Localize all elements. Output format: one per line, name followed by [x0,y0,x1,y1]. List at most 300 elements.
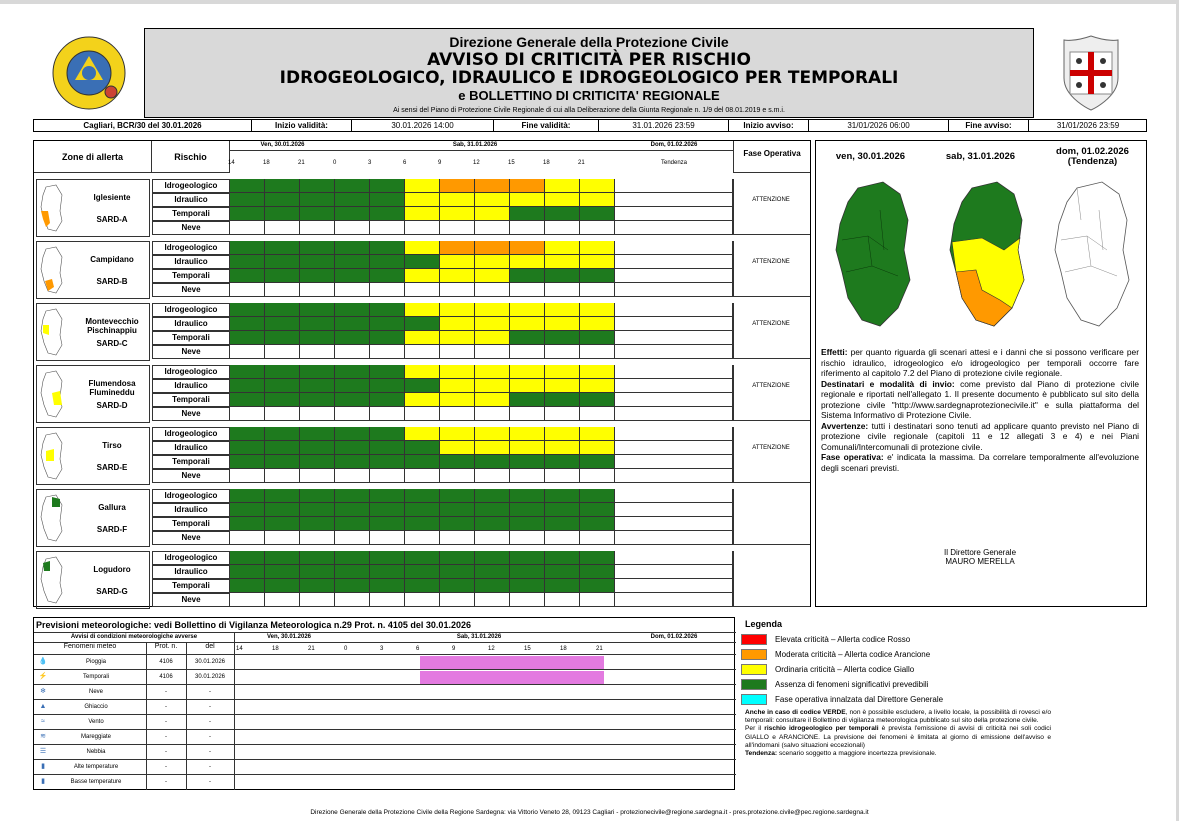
tendency-cell [615,441,733,455]
criticality-cell [405,303,440,317]
time-tick: 18 [543,160,550,166]
criticality-cell [370,593,405,607]
criticality-cell [510,241,545,255]
criticality-cell [300,531,335,545]
meteo-time-tick: 0 [344,646,348,652]
risk-label: Idraulico [152,441,230,455]
org-title: Direzione Generale della Protezione Civile [449,34,729,50]
criticality-cell [405,379,440,393]
legend-notes [745,709,1051,758]
zone-code: SARD-D [96,401,128,410]
criticality-cell [405,393,440,407]
criticality-cell [580,517,615,531]
criticality-cell [230,365,265,379]
criticality-cell [580,193,615,207]
zone-code: SARD-B [96,277,128,286]
criticality-cell [545,345,580,359]
map-day1 [828,180,918,330]
criticality-cell [545,221,580,235]
legend-title: Legenda [745,619,783,629]
criticality-cell [300,489,335,503]
criticality-cell [300,469,335,483]
criticality-cell [335,379,370,393]
criticality-cell [230,393,265,407]
criticality-cell [580,579,615,593]
fase-operativa-value: ATTENZIONE [752,383,790,389]
criticality-cell [510,379,545,393]
criticality-cell [580,469,615,483]
criticality-cell [545,303,580,317]
title-line3: e BOLLETTINO DI CRITICITA' REGIONALE [458,88,720,103]
criticality-cell [510,407,545,421]
criticality-cell [265,469,300,483]
destinatari-text: come previsto dal Piano di protezione civile regionale e riportati nell'allegato 1. Il presente documento è pubblicato sul sito della protezione civile "http://www.sardegnaprotezionecivile.it" e sulla piattaforma del Sistema Informativo di Protezione Civile. [821,378,1139,420]
director-title: Il Direttore Generale [943,548,1017,557]
zones-header: Zone di allerta [34,141,152,173]
meteo-prot: - [165,719,167,725]
criticality-cell [335,565,370,579]
risk-label: Neve [152,593,230,607]
criticality-cell [580,207,615,221]
criticality-cell [230,427,265,441]
tendency-cell [615,379,733,393]
zone-name: Gallura [98,503,126,512]
criticality-cell [265,303,300,317]
meteo-row [34,729,736,744]
criticality-cell [230,517,265,531]
criticality-cell [545,317,580,331]
legend-item [741,678,1051,691]
meteo-time-tick: 14 [236,646,243,652]
fase-operativa-label: Fase operativa: [821,452,884,462]
criticality-cell [475,365,510,379]
criticality-cell [265,345,300,359]
risk-label: Temporali [152,455,230,469]
meteo-phenomenon-icon: ▮ [41,778,45,785]
criticality-cell [580,221,615,235]
criticality-cell [475,179,510,193]
meteo-row [34,759,736,774]
criticality-cell [370,469,405,483]
criticality-cell [510,283,545,297]
criticality-cell [265,455,300,469]
criticality-cell [370,489,405,503]
criticality-cell [300,317,335,331]
info-bar [33,119,1147,132]
end-notice-value: 31/01/2026 23:59 [1056,121,1120,130]
legend-label: Moderata criticità – Allerta codice Arancione [775,650,931,659]
tendency-cell [615,303,733,317]
criticality-cell [580,317,615,331]
zone-minimap-icon [38,493,66,543]
criticality-cell [510,503,545,517]
risk-label: Temporali [152,579,230,593]
criticality-cell [405,427,440,441]
criticality-cell [510,179,545,193]
meteo-phenomenon: Neve [88,689,103,695]
criticality-cell [300,407,335,421]
zone-code: SARD-A [96,215,128,224]
criticality-cell [440,565,475,579]
criticality-cell [300,193,335,207]
criticality-cell [230,489,265,503]
meteo-date: 30.01.2026 [194,659,226,665]
meteo-phenomenon-icon: ⚡ [38,673,48,680]
criticality-cell [300,503,335,517]
tendency-cell [615,241,733,255]
criticality-cell [300,565,335,579]
legend-swatch [741,634,767,645]
map-day3 [1047,180,1137,330]
criticality-cell [335,207,370,221]
time-tick: 12 [473,160,480,166]
criticality-cell [405,179,440,193]
criticality-cell [370,565,405,579]
risk-label: Temporali [152,393,230,407]
criticality-cell [545,241,580,255]
zone-minimap-icon [38,369,66,419]
fase-operativa-value: ATTENZIONE [752,445,790,451]
criticality-cell [405,469,440,483]
tendency-cell [615,255,733,269]
criticality-cell [230,179,265,193]
note1-bold: Anche in caso di codice VERDE [745,709,846,716]
criticality-cell [335,407,370,421]
criticality-cell [475,427,510,441]
criticality-cell [510,489,545,503]
criticality-cell [440,221,475,235]
criticality-cell [300,365,335,379]
criticality-cell [405,565,440,579]
risk-label: Idrogeologico [152,241,230,255]
tendency-cell [615,221,733,235]
criticality-cell [265,393,300,407]
criticality-cell [440,255,475,269]
fase-header: Fase Operativa [733,141,810,173]
criticality-cell [440,269,475,283]
meteo-phenomenon-icon: ≈ [41,718,45,725]
zone-minimap-icon [38,555,66,605]
criticality-cell [265,441,300,455]
meteo-phenomenon: Pioggia [85,659,106,665]
criticality-cell [370,317,405,331]
criticality-cell [265,503,300,517]
time-tick: 21 [298,160,305,166]
note2-prefix: Per il [745,725,765,733]
criticality-cell [230,283,265,297]
day1-header: Ven, 30.01.2026 [260,142,305,148]
meteo-time-tick: 9 [452,646,456,652]
risk-label: Temporali [152,517,230,531]
criticality-cell [370,551,405,565]
criticality-cell [405,255,440,269]
criticality-cell [230,551,265,565]
risk-label: Idrogeologico [152,365,230,379]
meteo-phenomenon: Mareggiate [80,734,112,740]
criticality-cell [475,241,510,255]
criticality-cell [545,365,580,379]
tendency-cell [615,517,733,531]
criticality-cell [475,255,510,269]
criticality-cell [510,345,545,359]
criticality-cell [405,517,440,531]
criticality-cell [230,579,265,593]
criticality-cell [475,269,510,283]
criticality-cell [580,441,615,455]
meteo-date: - [209,719,211,725]
criticality-cell [510,303,545,317]
meteo-warning-bar [420,671,604,684]
criticality-cell [335,551,370,565]
criticality-cell [230,331,265,345]
criticality-cell [440,455,475,469]
criticality-cell [230,379,265,393]
legend-box [741,617,1061,791]
tendency-cell [615,207,733,221]
criticality-cell [545,489,580,503]
criticality-cell [405,283,440,297]
criticality-cell [300,303,335,317]
criticality-cell [475,331,510,345]
tendency-cell [615,407,733,421]
meteo-prot: - [165,764,167,770]
criticality-cell [405,345,440,359]
criticality-cell [545,283,580,297]
risk-label: Idraulico [152,255,230,269]
meteo-warning-bar [420,656,604,669]
criticality-cell [335,427,370,441]
criticality-cell [440,441,475,455]
meteo-prot: 4106 [159,674,173,680]
criticality-cell [475,407,510,421]
footer: Direzione Generale della Protezione Civile della Regione Sardegna: via Vittorio Veneto 28, 09123 Cagliari - protezionecivile@regione.sardegna.it - pres.protezione.civile@pec.regione.sardegna.it [310,809,869,816]
legend-label: Assenza di fenomeni significativi prevedibili [775,680,929,689]
criticality-cell [545,531,580,545]
zone-minimap-icon [38,431,66,481]
start-validity-label: Inizio validità: [252,120,352,131]
criticality-cell [230,255,265,269]
criticality-cell [440,427,475,441]
time-tick: 14 [228,160,235,166]
criticality-cell [335,317,370,331]
risk-label: Neve [152,469,230,483]
criticality-cell [335,193,370,207]
meteo-time-tick: 15 [524,646,531,652]
criticality-cell [475,207,510,221]
criticality-cell [335,241,370,255]
criticality-cell [580,331,615,345]
criticality-cell [230,565,265,579]
criticality-cell [475,551,510,565]
criticality-cell [300,379,335,393]
criticality-cell [580,365,615,379]
criticality-cell [230,193,265,207]
criticality-cell [440,241,475,255]
criticality-cell [370,179,405,193]
risk-label: Idraulico [152,503,230,517]
tendency-cell [615,331,733,345]
criticality-cell [440,207,475,221]
zone-minimap-icon [38,245,66,295]
criticality-cell [405,579,440,593]
criticality-cell [335,269,370,283]
criticality-cell [510,221,545,235]
criticality-cell [230,503,265,517]
criticality-cell [300,579,335,593]
criticality-cell [545,179,580,193]
meteo-date: - [209,734,211,740]
criticality-cell [580,593,615,607]
criticality-cell [510,579,545,593]
criticality-cell [440,317,475,331]
note2: è prevista l'emissione di avvisi di criticità nei soli codici GIALLO e ARANCIONE. La previsione dei fenomeni è limitata al giorno di emissione dell'avviso e all'indomani (salvo situazioni eccezionali) [745,725,1051,749]
criticality-cell [335,221,370,235]
criticality-cell [405,193,440,207]
map2-date: sab, 31.01.2026 [945,151,1016,162]
criticality-cell [370,517,405,531]
legend-label: Ordinaria criticità – Allerta codice Giallo [775,665,915,674]
criticality-cell [440,345,475,359]
criticality-cell [265,193,300,207]
criticality-cell [475,593,510,607]
criticality-cell [475,517,510,531]
criticality-cell [405,241,440,255]
criticality-cell [265,407,300,421]
criticality-cell [230,221,265,235]
criticality-cell [440,393,475,407]
criticality-cell [545,551,580,565]
criticality-cell [335,345,370,359]
meteo-phenomenon: Nebbia [86,749,106,755]
criticality-cell [580,503,615,517]
criticality-cell [405,221,440,235]
criticality-cell [580,565,615,579]
criticality-cell [545,579,580,593]
meteo-day1: Ven, 30.01.2026 [266,634,312,640]
criticality-cell [545,255,580,269]
criticality-cell [405,489,440,503]
criticality-cell [475,345,510,359]
note3: scenario soggetto a maggiore incertezza previsionale. [777,750,937,758]
criticality-cell [370,283,405,297]
criticality-cell [265,531,300,545]
time-tick: 9 [438,160,442,166]
meteo-row [34,714,736,729]
zone-code: SARD-G [96,587,128,596]
criticality-cell [510,455,545,469]
meteo-row [34,699,736,714]
criticality-cell [300,241,335,255]
criticality-cell [335,441,370,455]
criticality-cell [265,579,300,593]
start-notice-value: 31/01/2026 06:00 [809,120,949,131]
criticality-cell [580,455,615,469]
legend-item [741,693,1051,706]
time-tick: 18 [263,160,270,166]
note1: , non è possibile escludere, a livello locale, la possibilità di rovesci e/o temporali: consultare il Bollettino di vigilanza meteorologica pubblicato sul sito della protezione civile. [745,709,1051,725]
criticality-cell [370,579,405,593]
fenomeni-header: Fenomeni meteo [63,643,117,650]
meteo-time-tick: 18 [272,646,279,652]
criticality-cell [405,531,440,545]
criticality-cell [405,455,440,469]
criticality-cell [370,345,405,359]
time-tick: 6 [403,160,407,166]
avvertenze-text: tutti i destinatari sono tenuti ad applicare quanto previsto nel Piano di protezione civile regionale (capitoli 11 e 12 allegati 3 e 4) e nei Piani Comunali/Intercomunali di protezione civile. [821,420,1139,452]
criticality-cell [230,345,265,359]
criticality-cell [300,345,335,359]
criticality-cell [230,531,265,545]
meteo-date: - [209,779,211,785]
meteo-phenomenon-icon: ≋ [40,733,46,740]
risk-label: Idraulico [152,317,230,331]
criticality-cell [510,551,545,565]
fase-operativa-value: ATTENZIONE [752,321,790,327]
map1-date: ven, 30.01.2026 [835,151,906,162]
criticality-cell [335,489,370,503]
risk-label: Idrogeologico [152,427,230,441]
time-tick: 21 [578,160,585,166]
criticality-cell [440,531,475,545]
fase-operativa-text: e' indicata la massima. Da correlare temporalmente all'evoluzione degli scenari previsti. [821,452,1139,473]
criticality-cell [335,469,370,483]
criticality-cell [265,221,300,235]
criticality-cell [475,565,510,579]
criticality-cell [265,489,300,503]
criticality-cell [370,427,405,441]
tendency-cell [615,365,733,379]
zone-name: Tirso [102,441,122,450]
risk-label: Idrogeologico [152,489,230,503]
meteo-prot: - [165,779,167,785]
criticality-cell [370,365,405,379]
criticality-cell [545,407,580,421]
criticality-cell [580,393,615,407]
time-tick: 3 [368,160,372,166]
criticality-cell [265,269,300,283]
criticality-cell [370,407,405,421]
zone-minimap-icon [38,183,66,233]
risk-label: Neve [152,345,230,359]
criticality-cell [300,455,335,469]
meteo-time-tick: 21 [308,646,315,652]
criticality-cell [335,531,370,545]
criticality-cell [335,593,370,607]
coat-of-arms-logo [1033,28,1147,118]
meteo-date: 30.01.2026 [194,674,226,680]
criticality-table [33,140,811,607]
criticality-cell [300,517,335,531]
zone-name: Flumendosa Flumineddu [88,379,136,397]
risk-label: Neve [152,283,230,297]
meteo-phenomenon-icon: ▲ [39,703,47,710]
criticality-cell [510,593,545,607]
director-name: MAURO MERELLA [945,557,1015,566]
map-day2 [942,180,1032,330]
zone-code: SARD-E [96,463,128,472]
criticality-cell [545,331,580,345]
risk-label: Neve [152,531,230,545]
meteo-time-tick: 3 [380,646,384,652]
criticality-cell [545,441,580,455]
avvisi-header: Avvisi di condizioni meteorologiche avverse [70,634,198,640]
meteo-time-tick: 21 [596,646,603,652]
meteo-prot: - [165,734,167,740]
criticality-cell [230,207,265,221]
day3-header: Dom, 01.02.2026 [650,142,698,148]
criticality-cell [230,455,265,469]
criticality-cell [510,365,545,379]
